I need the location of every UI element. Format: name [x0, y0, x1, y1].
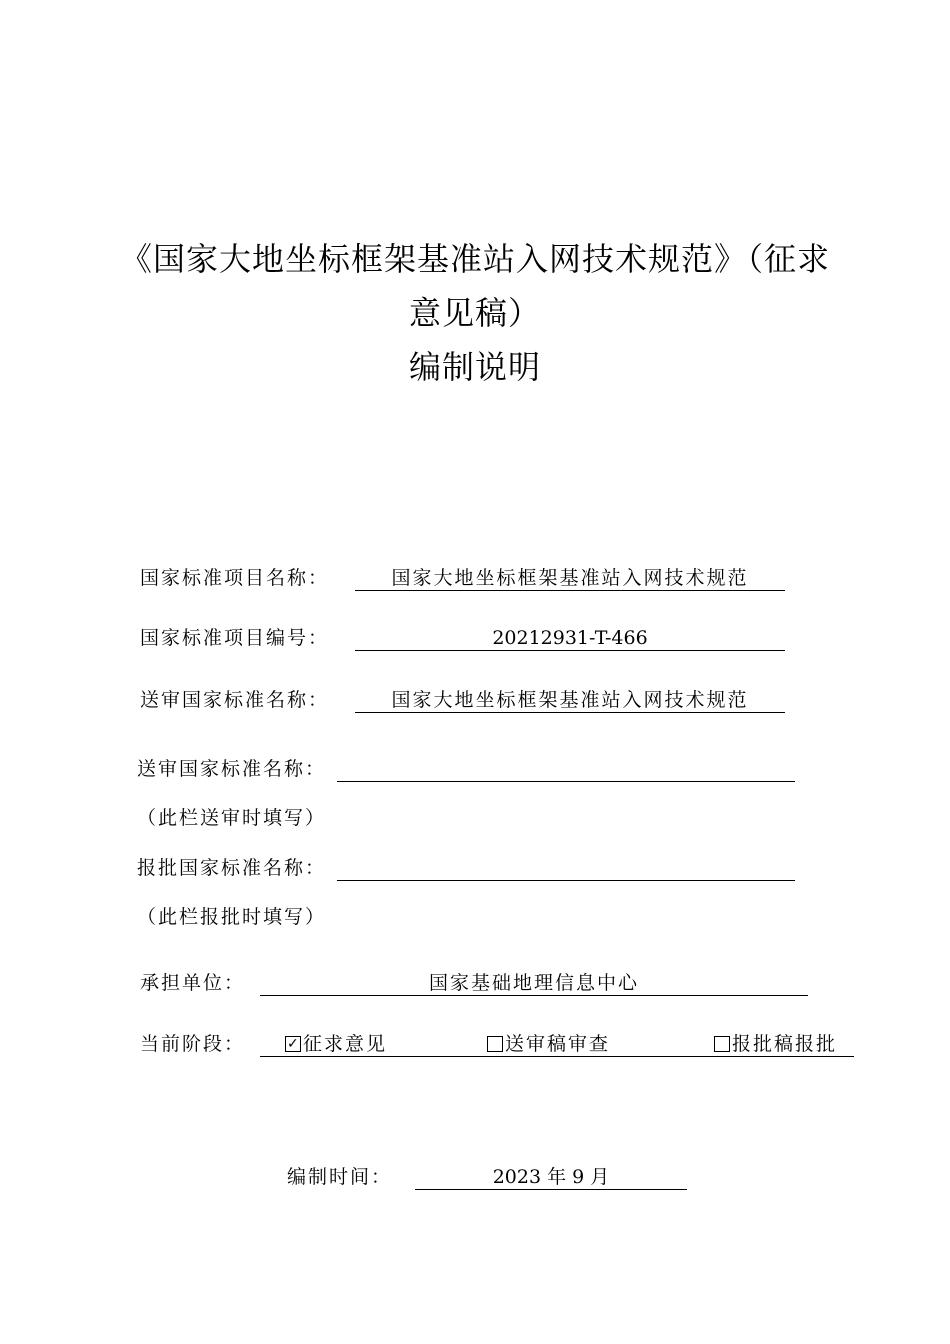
stage-option-approval[interactable]	[714, 1032, 837, 1056]
date-value: 2023 年 9 月	[415, 1165, 687, 1190]
document-title	[60, 232, 890, 394]
review-name-label: 送审国家标准名称：	[137, 758, 327, 780]
review-note: （此栏送审时填写）	[137, 807, 327, 829]
date-label: 编制时间：	[287, 1166, 393, 1188]
project-number-label: 国家标准项目编号：	[140, 627, 330, 649]
approve-name-value	[337, 856, 795, 881]
stage-label: 当前阶段：	[140, 1033, 246, 1055]
approve-name-label: 报批国家标准名称：	[137, 857, 327, 879]
stage-option-label: 报批稿报批	[732, 1033, 838, 1055]
submit-name-value: 国家大地坐标框架基准站入网技术规范	[355, 688, 785, 713]
project-name-value: 国家大地坐标框架基准站入网技术规范	[355, 566, 785, 591]
title-line-2: 意见稿）	[408, 294, 541, 332]
stage-option-label: 送审稿审查	[505, 1033, 611, 1055]
title-line-1: 《国家大地坐标框架基准站入网技术规范》（征求	[119, 240, 830, 278]
approve-note: （此栏报批时填写）	[137, 906, 327, 928]
organization-value: 国家基础地理信息中心	[260, 971, 808, 996]
checkbox-empty-icon[interactable]	[487, 1036, 503, 1052]
project-number-value: 20212931-T-466	[355, 626, 785, 651]
organization-label: 承担单位：	[140, 972, 246, 994]
stage-option-consultation[interactable]	[285, 1032, 387, 1056]
submit-name-label: 送审国家标准名称：	[140, 689, 330, 711]
project-name-label: 国家标准项目名称：	[140, 567, 330, 589]
review-name-value	[337, 757, 795, 782]
stage-option-review[interactable]	[487, 1032, 610, 1056]
checkbox-checked-icon[interactable]	[285, 1036, 301, 1052]
title-line-3: 编制说明	[408, 348, 541, 386]
stage-option-label: 征求意见	[303, 1033, 388, 1055]
checkbox-empty-icon[interactable]	[714, 1036, 730, 1052]
